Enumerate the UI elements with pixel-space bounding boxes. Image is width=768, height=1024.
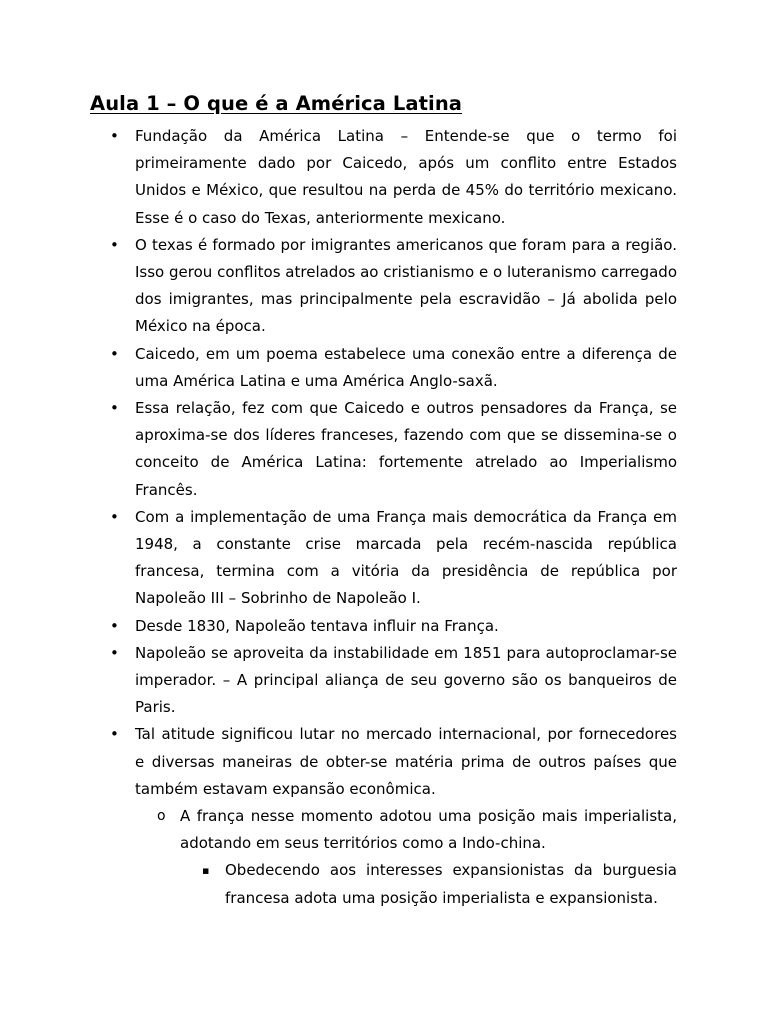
square-bullet-icon: ▪ xyxy=(202,864,210,878)
bullet-icon: • xyxy=(110,344,119,363)
list-item-text: Napoleão se aproveita da instabilidade em 1851 para autoproclamar-se imperador. – A principal aliança de seu governo são os banqueiros de Paris. xyxy=(135,643,677,717)
bullet-icon: • xyxy=(110,725,119,744)
list-item-text: Fundação da América Latina – Entende-se que o termo foi primeiramente dado por Caicedo, após um conflito entre Estados Unidos e México, que resultou na perda de 45% do território mexicano. Esse é o caso do Texas, anteriormente mexicano. xyxy=(135,127,677,227)
bullet-icon: • xyxy=(110,235,119,254)
bullet-icon: • xyxy=(110,127,119,145)
list-item xyxy=(90,395,677,504)
list-item-text: Com a implementação de uma França mais democrática da França em 1948, a constante crise marcada pela recém-nascida república francesa, termina com a vitória da presidência de república por Napoleão III – Sobrinho de Napoleão I. xyxy=(135,507,677,608)
list-item xyxy=(90,640,677,722)
page-title: Aula 1 – O que é a América Latina xyxy=(90,92,463,115)
sub-sub-list-item-text: Obedecendo aos interesses expansionistas da burguesia francesa adota uma posição imperialista e expansionista. xyxy=(225,861,677,907)
document-page xyxy=(90,91,677,912)
list-item xyxy=(90,613,677,640)
list-item-text: Essa relação, fez com que Caicedo e outros pensadores da França, se aproxima-se dos líderes franceses, fazendo com que se dissemina-se o conceito de América Latina: fortemente atrelado ao Imperialismo Francês. xyxy=(135,399,677,499)
bullet-icon: • xyxy=(110,399,119,418)
list-item xyxy=(90,721,677,803)
list-item-text: Tal atitude significou lutar no mercado internacional, por fornecedores e diversas maneiras de obter-se matéria prima de outros países que também estavam expansão econômica. xyxy=(135,725,677,798)
list-item-text: Desde 1830, Napoleão tentava influir na França. xyxy=(135,616,499,635)
list-item xyxy=(90,341,677,395)
sub-list-item-text: A frança nesse momento adotou uma posição mais imperialista, adotando em seus territórios como a Indo-china. xyxy=(180,807,677,853)
bullet-icon: • xyxy=(110,643,119,662)
hollow-bullet-icon: o xyxy=(157,808,166,825)
bullet-list xyxy=(90,123,677,912)
list-item xyxy=(90,123,677,232)
sub-sub-list-item xyxy=(90,857,677,911)
list-item-text: O texas é formado por imigrantes americanos que foram para a região. Isso gerou conflitos atrelados ao cristianismo e o luteranismo carregado dos imigrantes, mas principalmente pela escravidão – Já abolida pelo México na época. xyxy=(135,235,677,336)
list-item-text: Caicedo, em um poema estabelece uma conexão entre a diferença de uma América Latina e uma América Anglo-saxã. xyxy=(135,344,677,390)
list-item xyxy=(90,504,677,613)
sub-list-item xyxy=(90,803,677,857)
bullet-icon: • xyxy=(110,616,119,635)
bullet-icon: • xyxy=(110,507,119,526)
list-item xyxy=(90,232,677,341)
